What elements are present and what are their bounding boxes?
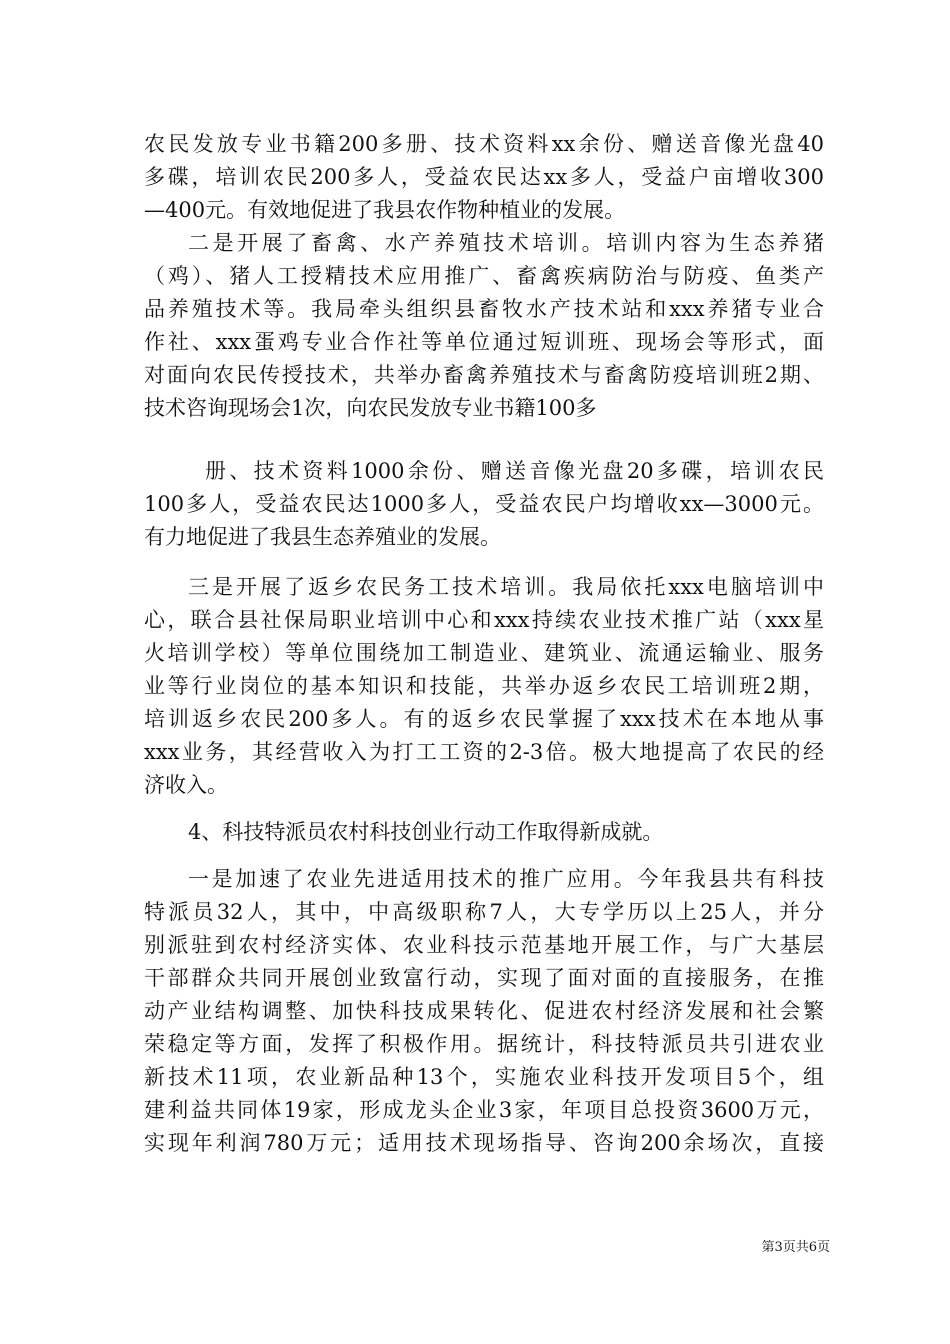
body-text-line: 作社、xxx蛋鸡专业合作社等单位通过短训班、现场会等形式，面: [144, 330, 824, 354]
body-text-line: xxx业务，其经营收入为打工工资的2-3倍。极大地提高了农民的经: [144, 740, 824, 764]
body-text-line: 技术咨询现场会1次，向农民发放专业书籍100多: [144, 396, 597, 420]
body-text-line: 新技术11项，农业新品种13个，实施农业科技开发项目5个，组: [144, 1065, 824, 1089]
body-text-line: 火培训学校）等单位围绕加工制造业、建筑业、流通运输业、服务: [144, 641, 824, 665]
body-text-line: （鸡）、猪人工授精技术应用推广、畜禽疾病防治与防疫、鱼类产: [144, 264, 824, 288]
paragraph-first-line: 二是开展了畜禽、水产养殖技术培训。培训内容为生态养猪: [188, 231, 824, 255]
body-text-line: 业等行业岗位的基本知识和技能，共举办返乡农民工培训班2期，: [144, 674, 824, 698]
body-text-line: 对面向农民传授技术，共举办畜禽养殖技术与畜禽防疫培训班2期、: [144, 363, 824, 387]
body-text-line: 建利益共同体19家，形成龙头企业3家，年项目总投资3600万元，: [144, 1098, 824, 1122]
section-heading: 4、科技特派员农村科技创业行动工作取得新成就。: [188, 820, 664, 844]
paragraph-first-line: 册、技术资料1000余份、赠送音像光盘20多碟，培训农民: [205, 459, 824, 483]
body-text-line: 干部群众共同开展创业致富行动，实现了面对面的直接服务，在推: [144, 966, 824, 990]
body-text-line: 培训返乡农民200多人。有的返乡农民掌握了xxx技术在本地从事: [144, 707, 824, 731]
body-text-line: 动产业结构调整、加快科技成果转化、促进农村经济发展和社会繁: [144, 999, 824, 1023]
page-number: 第3页共6页: [761, 1240, 830, 1255]
body-text-line: 别派驻到农村经济实体、农业科技示范基地开展工作，与广大基层: [144, 933, 824, 957]
body-text-line: 农民发放专业书籍200多册、技术资料xx余份、赠送音像光盘40: [144, 132, 824, 156]
body-text-line: 多碟，培训农民200多人，受益农民达xx多人，受益户亩增收300: [144, 165, 824, 189]
body-text-line: 特派员32人，其中，中高级职称7人，大专学历以上25人，并分: [144, 900, 824, 924]
paragraph-first-line: 三是开展了返乡农民务工技术培训。我局依托xxx电脑培训中: [188, 575, 824, 599]
body-text-line: 济收入。: [144, 773, 228, 797]
paragraph-first-line: 一是加速了农业先进适用技术的推广应用。今年我县共有科技: [188, 867, 824, 891]
body-text-line: 有力地促进了我县生态养殖业的发展。: [144, 525, 501, 549]
body-text-line: 实现年利润780万元；适用技术现场指导、咨询200余场次，直接: [144, 1131, 824, 1155]
body-text-line: 心，联合县社保局职业培训中心和xxx持续农业技术推广站（xxx星: [144, 608, 824, 632]
body-text-line: —400元。有效地促进了我县农作物种植业的发展。: [144, 198, 626, 222]
body-text-line: 100多人，受益农民达1000多人，受益农民户均增收xx—3000元。: [144, 492, 824, 516]
body-text-line: 荣稳定等方面，发挥了积极作用。据统计，科技特派员共引进农业: [144, 1032, 824, 1056]
body-text-line: 品养殖技术等。我局牵头组织县畜牧水产技术站和xxx养猪专业合: [144, 297, 824, 321]
